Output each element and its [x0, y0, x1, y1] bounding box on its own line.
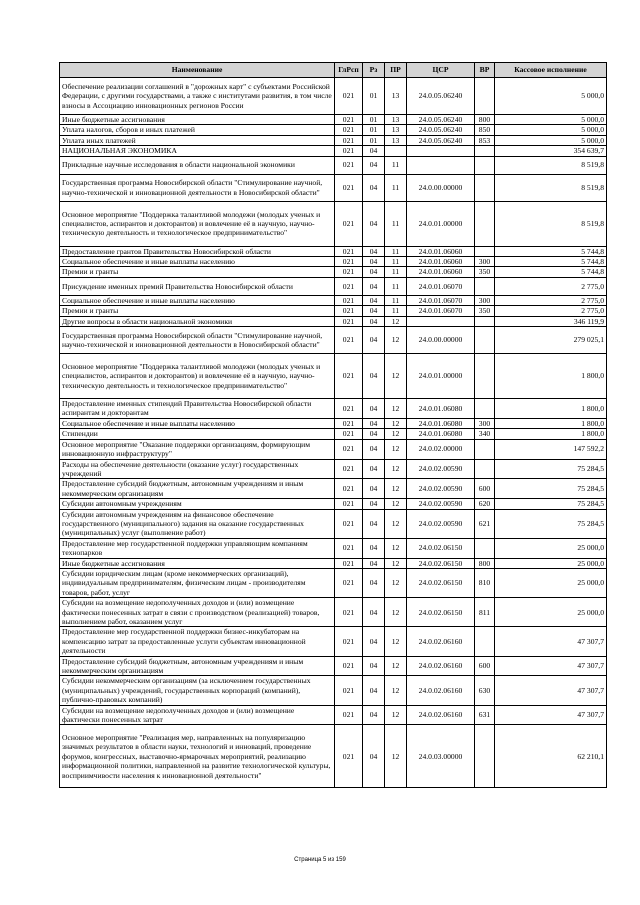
header-name: Наименование [60, 63, 335, 78]
table-row [60, 538, 607, 558]
cell-vr [475, 316, 495, 326]
cell-vr [475, 538, 495, 558]
cell-glrsp: 021 [335, 418, 363, 428]
cell-vr [475, 146, 495, 156]
table-row [60, 627, 607, 656]
cell-rz: 04 [363, 246, 385, 256]
cell-name: Прикладные научные исследования в области национальной экономики [60, 156, 335, 174]
cell-name: Субсидии на возмещение недополученных доходов и (или) возмещение фактически понесенных затрат в связи с производством (реализацией) товаров, выполнением работ, оказанием услуг [60, 598, 335, 627]
cell-csr: 24.0.02.06160 [407, 656, 475, 676]
cell-amount: 47 307,7 [495, 705, 607, 725]
cell-glrsp: 021 [335, 156, 363, 174]
cell-rz: 04 [363, 725, 385, 788]
cell-pr: 12 [385, 399, 407, 419]
cell-rz: 04 [363, 429, 385, 439]
cell-amount: 5 744,8 [495, 257, 607, 267]
cell-rz: 04 [363, 277, 385, 295]
cell-rz: 04 [363, 499, 385, 509]
cell-pr: 11 [385, 257, 407, 267]
cell-csr [407, 146, 475, 156]
table-row [60, 558, 607, 568]
cell-glrsp: 021 [335, 538, 363, 558]
cell-csr [407, 316, 475, 326]
cell-csr: 24.0.02.00590 [407, 509, 475, 538]
cell-csr: 24.0.01.06060 [407, 257, 475, 267]
cell-csr: 24.0.02.00590 [407, 479, 475, 499]
cell-vr [475, 354, 495, 399]
cell-name: Субсидии юридическим лицам (кроме некоммерческих организаций), индивидуальным предпринимателям, физическим лицам - производителям товаров, работ, услуг [60, 568, 335, 597]
cell-amount: 8 519,8 [495, 174, 607, 201]
cell-pr [385, 146, 407, 156]
cell-amount: 47 307,7 [495, 627, 607, 656]
cell-csr: 24.0.03.00000 [407, 725, 475, 788]
cell-vr: 631 [475, 705, 495, 725]
cell-csr: 24.0.05.06240 [407, 78, 475, 115]
table-row [60, 479, 607, 499]
table-row [60, 598, 607, 627]
cell-glrsp: 021 [335, 201, 363, 246]
cell-csr: 24.0.01.06080 [407, 429, 475, 439]
cell-rz: 04 [363, 418, 385, 428]
table-row [60, 246, 607, 256]
cell-pr: 12 [385, 627, 407, 656]
cell-name: Иные бюджетные ассигнования [60, 558, 335, 568]
cell-vr: 300 [475, 295, 495, 305]
cell-rz: 04 [363, 439, 385, 459]
cell-csr: 24.0.02.06150 [407, 558, 475, 568]
cell-amount: 5 744,8 [495, 246, 607, 256]
header-rz: Рз [363, 63, 385, 78]
cell-glrsp: 021 [335, 705, 363, 725]
cell-amount: 75 284,5 [495, 459, 607, 479]
header-pr: ПР [385, 63, 407, 78]
cell-glrsp: 021 [335, 627, 363, 656]
cell-pr: 12 [385, 538, 407, 558]
cell-glrsp: 021 [335, 174, 363, 201]
cell-csr: 24.0.01.06080 [407, 418, 475, 428]
cell-vr [475, 627, 495, 656]
cell-rz: 04 [363, 257, 385, 267]
table-row [60, 295, 607, 305]
cell-pr: 12 [385, 705, 407, 725]
cell-rz: 04 [363, 656, 385, 676]
cell-pr: 12 [385, 725, 407, 788]
cell-name: Основное мероприятие "Реализация мер, направленных на популяризацию значимых результатов в области науки, технологий и инноваций, проведение форумов, конгрессных, выставочно-ярмарочных мероприятий, реализацию информационной политики, направленной на развитие технологической культуры, восприимчивости населения к инновационной деятельности" [60, 725, 335, 788]
table-row [60, 146, 607, 156]
cell-pr: 11 [385, 156, 407, 174]
cell-vr: 621 [475, 509, 495, 538]
header-csr: ЦСР [407, 63, 475, 78]
cell-pr: 12 [385, 479, 407, 499]
cell-pr: 12 [385, 439, 407, 459]
cell-rz: 04 [363, 354, 385, 399]
cell-rz: 01 [363, 125, 385, 135]
cell-csr: 24.0.02.00590 [407, 499, 475, 509]
cell-vr: 810 [475, 568, 495, 597]
table-row [60, 135, 607, 145]
cell-glrsp: 021 [335, 125, 363, 135]
cell-glrsp: 021 [335, 267, 363, 277]
cell-csr: 24.0.02.06150 [407, 568, 475, 597]
cell-amount: 25 000,0 [495, 598, 607, 627]
cell-vr: 600 [475, 479, 495, 499]
cell-glrsp: 021 [335, 568, 363, 597]
cell-rz: 04 [363, 558, 385, 568]
table-row [60, 257, 607, 267]
cell-name: Субсидии автономным учреждениям на финансовое обеспечение государственного (муниципального) задания на оказание государственных (муниципальных) услуг (выполнение работ) [60, 509, 335, 538]
cell-csr: 24.0.01.00000 [407, 201, 475, 246]
cell-rz: 04 [363, 676, 385, 705]
cell-pr: 11 [385, 277, 407, 295]
cell-amount: 1 800,0 [495, 354, 607, 399]
cell-csr: 24.0.01.06060 [407, 267, 475, 277]
cell-pr: 12 [385, 568, 407, 597]
cell-amount: 1 800,0 [495, 399, 607, 419]
cell-amount: 25 000,0 [495, 568, 607, 597]
table-row [60, 201, 607, 246]
table-row [60, 115, 607, 125]
cell-name: Предоставление грантов Правительства Новосибирской области [60, 246, 335, 256]
cell-rz: 04 [363, 156, 385, 174]
cell-name: Социальное обеспечение и иные выплаты населению [60, 418, 335, 428]
cell-amount: 354 639,7 [495, 146, 607, 156]
cell-vr [475, 399, 495, 419]
cell-csr: 24.0.05.06240 [407, 115, 475, 125]
cell-name: Основное мероприятие "Поддержка талантливой молодежи (молодых ученых и специалистов, аспирантов и докторантов) и вовлечение её в научную, научно-техническую деятельность и технологическое предпринимательство" [60, 201, 335, 246]
cell-csr: 24.0.02.00000 [407, 439, 475, 459]
cell-amount: 346 119,9 [495, 316, 607, 326]
cell-amount: 25 000,0 [495, 538, 607, 558]
table-row [60, 459, 607, 479]
cell-csr: 24.0.01.06070 [407, 277, 475, 295]
cell-glrsp: 021 [335, 316, 363, 326]
cell-vr [475, 725, 495, 788]
cell-vr: 800 [475, 558, 495, 568]
cell-vr: 811 [475, 598, 495, 627]
cell-amount: 62 210,1 [495, 725, 607, 788]
cell-amount: 2 775,0 [495, 295, 607, 305]
cell-name: Иные бюджетные ассигнования [60, 115, 335, 125]
table-row [60, 306, 607, 316]
table-row [60, 156, 607, 174]
cell-glrsp: 021 [335, 558, 363, 568]
cell-pr: 12 [385, 354, 407, 399]
cell-name: Предоставление мер государственной поддержки бизнес-инкубаторам на компенсацию затрат за предоставленные услуги субъектам инновационной деятельности [60, 627, 335, 656]
cell-pr: 12 [385, 316, 407, 326]
cell-pr: 13 [385, 115, 407, 125]
header-amount: Кассовое исполнение [495, 63, 607, 78]
cell-glrsp: 021 [335, 354, 363, 399]
cell-csr: 24.0.02.06160 [407, 705, 475, 725]
table-body [60, 78, 607, 788]
cell-rz: 04 [363, 705, 385, 725]
cell-vr: 620 [475, 499, 495, 509]
table-row [60, 499, 607, 509]
cell-vr [475, 327, 495, 354]
cell-amount: 147 592,2 [495, 439, 607, 459]
table-row [60, 327, 607, 354]
cell-amount: 5 000,0 [495, 135, 607, 145]
cell-glrsp: 021 [335, 115, 363, 125]
cell-name: Предоставление субсидий бюджетным, автономным учреждениям и иным некоммерческим организациям [60, 479, 335, 499]
cell-name: Социальное обеспечение и иные выплаты населению [60, 295, 335, 305]
table-row [60, 399, 607, 419]
table-row [60, 725, 607, 788]
table-row [60, 656, 607, 676]
table-row [60, 174, 607, 201]
cell-amount: 25 000,0 [495, 558, 607, 568]
cell-glrsp: 021 [335, 78, 363, 115]
cell-name: Стипендии [60, 429, 335, 439]
cell-glrsp: 021 [335, 598, 363, 627]
cell-csr: 24.0.05.06240 [407, 135, 475, 145]
cell-name: Другие вопросы в области национальной экономики [60, 316, 335, 326]
page-number: Страница 5 из 159 [294, 857, 346, 863]
table-row [60, 316, 607, 326]
cell-amount: 1 800,0 [495, 418, 607, 428]
cell-rz: 04 [363, 295, 385, 305]
cell-csr: 24.0.02.06160 [407, 627, 475, 656]
cell-pr: 12 [385, 429, 407, 439]
cell-pr: 13 [385, 135, 407, 145]
table-row [60, 676, 607, 705]
table-row [60, 277, 607, 295]
cell-pr: 12 [385, 459, 407, 479]
cell-csr: 24.0.00.00000 [407, 174, 475, 201]
cell-pr: 11 [385, 267, 407, 277]
cell-name: Премии и гранты [60, 267, 335, 277]
cell-glrsp: 021 [335, 146, 363, 156]
cell-name: Предоставление субсидий бюджетным, автономным учреждениям и иным некоммерческим организациям [60, 656, 335, 676]
cell-pr: 12 [385, 676, 407, 705]
cell-name: Расходы на обеспечение деятельности (оказание услуг) государственных учреждений [60, 459, 335, 479]
cell-vr [475, 277, 495, 295]
cell-rz: 01 [363, 135, 385, 145]
cell-pr: 12 [385, 499, 407, 509]
cell-csr: 24.0.01.06060 [407, 246, 475, 256]
table-row [60, 439, 607, 459]
cell-amount: 75 284,5 [495, 499, 607, 509]
cell-name: НАЦИОНАЛЬНАЯ ЭКОНОМИКА [60, 146, 335, 156]
cell-csr: 24.0.01.06080 [407, 399, 475, 419]
table-row [60, 418, 607, 428]
cell-csr: 24.0.01.00000 [407, 354, 475, 399]
cell-glrsp: 021 [335, 257, 363, 267]
cell-glrsp: 021 [335, 327, 363, 354]
budget-table-sheet [59, 62, 606, 788]
cell-glrsp: 021 [335, 277, 363, 295]
cell-amount: 8 519,8 [495, 156, 607, 174]
cell-name: Премии и гранты [60, 306, 335, 316]
cell-pr: 11 [385, 201, 407, 246]
cell-vr [475, 156, 495, 174]
cell-name: Государственная программа Новосибирской области "Стимулирование научной, научно-технической и инновационной деятельности в Новосибирской области" [60, 174, 335, 201]
cell-glrsp: 021 [335, 439, 363, 459]
cell-amount: 5 000,0 [495, 125, 607, 135]
budget-execution-table [59, 62, 607, 788]
cell-rz: 04 [363, 201, 385, 246]
cell-rz: 04 [363, 538, 385, 558]
cell-rz: 04 [363, 327, 385, 354]
cell-rz: 04 [363, 479, 385, 499]
cell-vr: 850 [475, 125, 495, 135]
cell-csr: 24.0.05.06240 [407, 125, 475, 135]
cell-vr [475, 459, 495, 479]
cell-amount: 5 000,0 [495, 78, 607, 115]
table-row [60, 267, 607, 277]
cell-rz: 04 [363, 316, 385, 326]
cell-vr: 350 [475, 306, 495, 316]
cell-glrsp: 021 [335, 479, 363, 499]
cell-csr: 24.0.02.06150 [407, 598, 475, 627]
cell-amount: 47 307,7 [495, 656, 607, 676]
cell-amount: 5 000,0 [495, 115, 607, 125]
table-row [60, 705, 607, 725]
cell-glrsp: 021 [335, 499, 363, 509]
cell-glrsp: 021 [335, 295, 363, 305]
cell-vr: 350 [475, 267, 495, 277]
cell-vr: 300 [475, 418, 495, 428]
cell-name: Основное мероприятие "Поддержка талантливой молодежи (молодых ученых и специалистов, аспирантов и докторантов) и вовлечение её в научную, научно-техническую деятельность и технологическое предпринимательство" [60, 354, 335, 399]
cell-rz: 01 [363, 78, 385, 115]
cell-pr: 11 [385, 306, 407, 316]
cell-vr: 340 [475, 429, 495, 439]
cell-pr: 12 [385, 656, 407, 676]
cell-name: Уплата иных платежей [60, 135, 335, 145]
cell-amount: 47 307,7 [495, 676, 607, 705]
cell-name: Предоставление мер государственной поддержки управляющим компаниям технопарков [60, 538, 335, 558]
table-row [60, 125, 607, 135]
cell-csr: 24.0.02.06160 [407, 676, 475, 705]
cell-name: Субсидии автономным учреждениям [60, 499, 335, 509]
cell-glrsp: 021 [335, 656, 363, 676]
cell-csr: 24.0.00.00000 [407, 327, 475, 354]
cell-rz: 04 [363, 509, 385, 538]
cell-glrsp: 021 [335, 676, 363, 705]
cell-glrsp: 021 [335, 459, 363, 479]
cell-vr: 630 [475, 676, 495, 705]
cell-glrsp: 021 [335, 509, 363, 538]
cell-name: Обеспечение реализации соглашений в "дорожных карт" с субъектами Российской Федерации, с другими государствами, а также с институтами развития, в том числе взносы в Ассоциацию инновационных регионов России [60, 78, 335, 115]
cell-name: Государственная программа Новосибирской области "Стимулирование научной, научно-технической и инновационной деятельности в Новосибирской области" [60, 327, 335, 354]
cell-glrsp: 021 [335, 725, 363, 788]
cell-rz: 04 [363, 568, 385, 597]
cell-name: Субсидии некоммерческим организациям (за исключением государственных (муниципальных) учреждений, государственных корпораций (компаний), публично-правовых компаний) [60, 676, 335, 705]
cell-name: Субсидии на возмещение недополученных доходов и (или) возмещение фактически понесенных затрат [60, 705, 335, 725]
table-header-row [60, 63, 607, 78]
cell-vr: 800 [475, 115, 495, 125]
cell-rz: 04 [363, 627, 385, 656]
cell-amount: 75 284,5 [495, 509, 607, 538]
cell-pr: 12 [385, 509, 407, 538]
cell-rz: 04 [363, 146, 385, 156]
cell-glrsp: 021 [335, 246, 363, 256]
table-row [60, 568, 607, 597]
cell-name: Предоставление именных стипендий Правительства Новосибирской области аспирантам и докторантам [60, 399, 335, 419]
header-glrsp: ГлРсп [335, 63, 363, 78]
cell-amount: 5 744,8 [495, 267, 607, 277]
cell-glrsp: 021 [335, 429, 363, 439]
cell-csr: 24.0.02.00590 [407, 459, 475, 479]
cell-rz: 01 [363, 115, 385, 125]
cell-rz: 04 [363, 598, 385, 627]
cell-vr: 300 [475, 257, 495, 267]
cell-csr: 24.0.02.06150 [407, 538, 475, 558]
cell-amount: 75 284,5 [495, 479, 607, 499]
cell-rz: 04 [363, 306, 385, 316]
cell-vr [475, 174, 495, 201]
cell-pr: 12 [385, 598, 407, 627]
cell-vr: 600 [475, 656, 495, 676]
cell-pr: 11 [385, 246, 407, 256]
cell-rz: 04 [363, 174, 385, 201]
cell-vr [475, 246, 495, 256]
table-row [60, 509, 607, 538]
table-row [60, 429, 607, 439]
cell-csr: 24.0.01.06070 [407, 295, 475, 305]
cell-csr: 24.0.01.06070 [407, 306, 475, 316]
cell-amount: 279 025,1 [495, 327, 607, 354]
cell-rz: 04 [363, 399, 385, 419]
cell-pr: 12 [385, 558, 407, 568]
cell-vr [475, 78, 495, 115]
cell-amount: 8 519,8 [495, 201, 607, 246]
header-vr: ВР [475, 63, 495, 78]
table-row [60, 354, 607, 399]
cell-pr: 13 [385, 78, 407, 115]
cell-pr: 12 [385, 418, 407, 428]
cell-csr [407, 156, 475, 174]
cell-rz: 04 [363, 267, 385, 277]
cell-pr: 11 [385, 174, 407, 201]
cell-name: Социальное обеспечение и иные выплаты населению [60, 257, 335, 267]
cell-name: Основное мероприятие "Оказание поддержки организациям, формирующим инновационную инфраструктуру" [60, 439, 335, 459]
cell-amount: 1 800,0 [495, 429, 607, 439]
cell-amount: 2 775,0 [495, 277, 607, 295]
cell-name: Присуждение именных премий Правительства Новосибирской области [60, 277, 335, 295]
cell-pr: 13 [385, 125, 407, 135]
cell-vr [475, 201, 495, 246]
cell-vr: 853 [475, 135, 495, 145]
table-row [60, 78, 607, 115]
cell-vr [475, 439, 495, 459]
cell-glrsp: 021 [335, 135, 363, 145]
cell-glrsp: 021 [335, 306, 363, 316]
cell-rz: 04 [363, 459, 385, 479]
cell-pr: 11 [385, 295, 407, 305]
cell-pr: 12 [385, 327, 407, 354]
cell-amount: 2 775,0 [495, 306, 607, 316]
cell-name: Уплата налогов, сборов и иных платежей [60, 125, 335, 135]
cell-glrsp: 021 [335, 399, 363, 419]
